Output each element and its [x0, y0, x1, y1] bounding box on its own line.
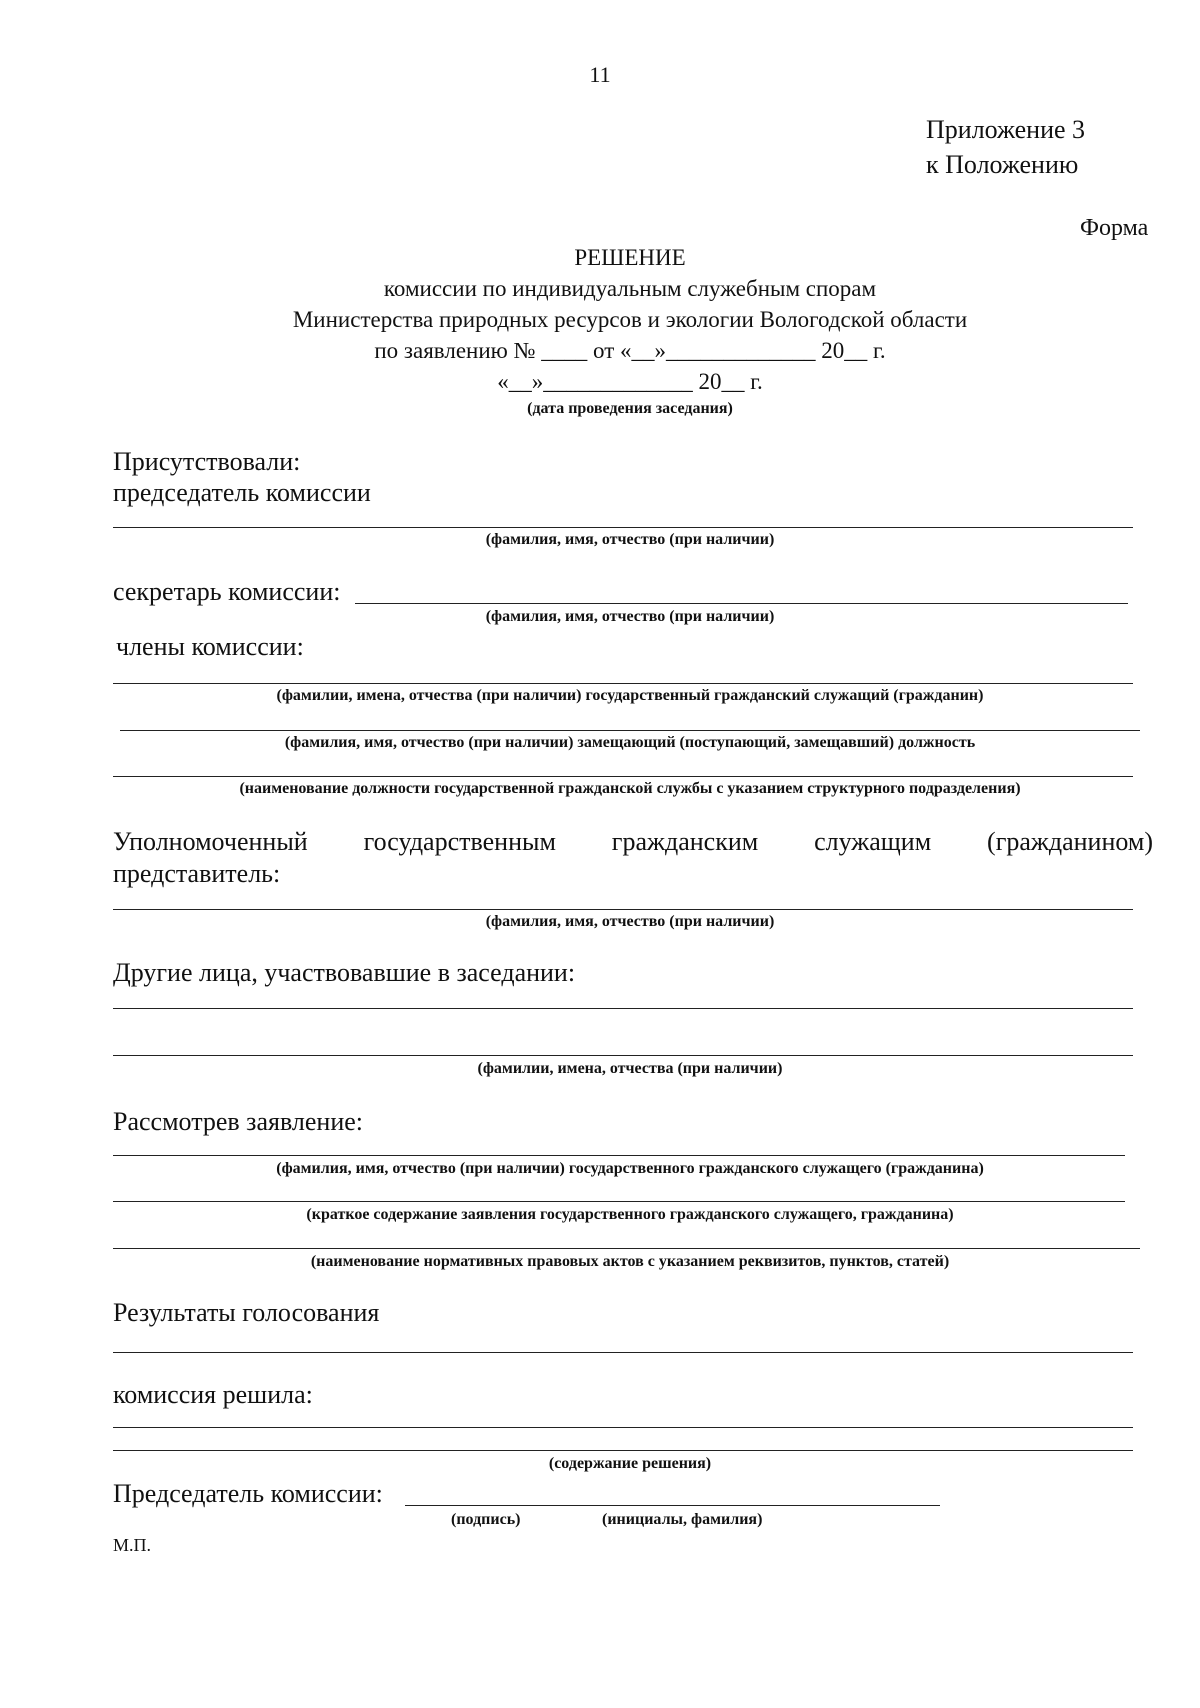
chairman-label: председатель комиссии: [113, 478, 371, 507]
signature-label: Председатель комиссии:: [113, 1479, 383, 1508]
decision-caption: (содержание решения): [548, 1455, 712, 1472]
position-name-caption: (наименование должности государственной гражданской службы с указанием структурного подразделения): [239, 780, 1021, 797]
chairman-fill-line: [113, 527, 1133, 528]
chairman-caption: (фамилия, имя, отчество (при наличии): [485, 531, 775, 548]
considered-fill-line-2: [113, 1201, 1125, 1202]
considered-fill-line-1: [113, 1155, 1125, 1156]
header-line-4: «__»_____________ 20__ г.: [497, 369, 763, 394]
stamp-place: М.П.: [113, 1535, 152, 1555]
representative-line-2: представитель:: [113, 859, 281, 888]
considered-caption-3: (наименование нормативных правовых актов с указанием реквизитов, пунктов, статей): [310, 1253, 950, 1270]
representative-fill-line: [113, 909, 1133, 910]
members-caption: (фамилии, имена, отчества (при наличии) государственный гражданский служащий (гражданин): [276, 687, 984, 704]
header-line-2: Министерства природных ресурсов и экологии Вологодской области: [292, 307, 968, 332]
position-name-fill-line: [113, 776, 1133, 777]
considered-label: Рассмотрев заявление:: [113, 1107, 363, 1136]
page-number: 11: [589, 62, 611, 87]
members-fill-line: [113, 683, 1133, 684]
considered-fill-line-3: [113, 1248, 1140, 1249]
decision-label: комиссия решила:: [113, 1380, 313, 1409]
name-caption: (инициалы, фамилия): [602, 1511, 763, 1528]
decision-fill-line-2: [113, 1450, 1133, 1451]
date-caption: (дата проведения заседания): [527, 400, 733, 417]
position-fill-line: [120, 730, 1140, 731]
others-label: Другие лица, участвовавшие в заседании:: [113, 958, 576, 987]
decision-fill-line-1: [113, 1427, 1133, 1428]
representative-word-1: Уполномоченный: [113, 827, 308, 856]
appendix-line-1: Приложение 3: [926, 115, 1086, 144]
representative-word-4: служащим: [814, 827, 932, 856]
representative-word-5: (гражданином): [987, 827, 1153, 856]
secretary-caption: (фамилия, имя, отчество (при наличии): [485, 608, 775, 625]
representative-word-3: гражданским: [611, 827, 759, 856]
present-label: Присутствовали:: [113, 447, 301, 476]
form-label: Форма: [1080, 215, 1149, 241]
header-line-3: по заявлению № ____ от «__»_____________ 20__ г.: [374, 338, 886, 363]
voting-fill-line: [113, 1352, 1133, 1353]
representative-word-2: государственным: [363, 827, 556, 856]
position-caption: (фамилия, имя, отчество (при наличии) замещающий (поступающий, замещавший) должность: [284, 734, 976, 751]
considered-caption-1: (фамилия, имя, отчество (при наличии) государственного гражданского служащего (гражданина): [276, 1160, 984, 1177]
representative-line-1: [113, 827, 1153, 857]
others-fill-line-2: [113, 1055, 1133, 1056]
others-caption: (фамилии, имена, отчества (при наличии): [477, 1060, 783, 1077]
secretary-fill-line: [355, 603, 1128, 604]
signature-fill-line: [405, 1505, 940, 1506]
document-title: РЕШЕНИЕ: [574, 245, 686, 270]
members-label: члены комиссии:: [116, 632, 304, 661]
representative-caption: (фамилия, имя, отчество (при наличии): [485, 913, 775, 930]
considered-caption-2: (краткое содержание заявления государственного гражданского служащего, гражданина): [306, 1206, 954, 1223]
others-fill-line-1: [113, 1008, 1133, 1009]
header-line-1: комиссии по индивидуальным служебным спорам: [383, 276, 877, 301]
voting-label: Результаты голосования: [113, 1298, 380, 1327]
appendix-line-2: к Положению: [926, 150, 1079, 179]
signature-caption: (подпись): [451, 1511, 521, 1528]
secretary-label: секретарь комиссии:: [113, 577, 341, 606]
